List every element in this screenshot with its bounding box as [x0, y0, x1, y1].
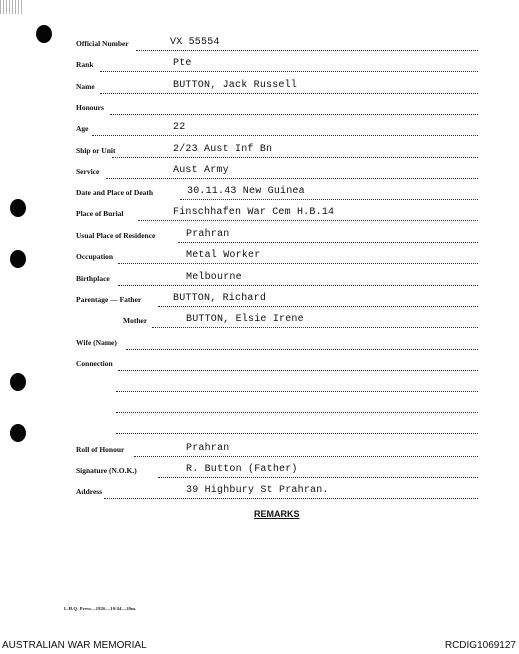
- field-connection: [0, 357, 519, 377]
- field-ship-or-unit: [0, 144, 519, 164]
- field-occupation: [0, 250, 519, 270]
- field-value: 2/23 Aust Inf Bn: [173, 144, 273, 155]
- field-label: Roll of Honour: [76, 445, 125, 454]
- field-value: Prahran: [186, 229, 230, 240]
- field-value: Metal Worker: [186, 250, 261, 261]
- remarks-heading: REMARKS: [254, 509, 300, 519]
- field-honours: [0, 101, 519, 121]
- field-value: VX 55554: [170, 37, 220, 48]
- field-wife: [0, 336, 519, 356]
- field-birthplace: [0, 272, 519, 292]
- field-value: Prahran: [186, 443, 230, 454]
- field-label: Age: [76, 124, 89, 133]
- field-label: Place of Burial: [76, 209, 124, 218]
- field-date-place-of-death: [0, 186, 519, 206]
- field-service: [0, 165, 519, 185]
- field-value: R. Button (Father): [186, 464, 298, 475]
- field-label: Signature (N.O.K.): [76, 466, 137, 475]
- field-label: Parentage — Father: [76, 295, 142, 304]
- field-label: Birthplace: [76, 274, 110, 283]
- field-value: 30.11.43 New Guinea: [187, 186, 305, 197]
- field-value: BUTTON, Richard: [173, 293, 267, 304]
- print-code: L.H.Q. Press—1826—10/44—20m.: [64, 606, 137, 611]
- field-label: Ship or Unit: [76, 146, 116, 155]
- field-name: [0, 80, 519, 100]
- field-label: Name: [76, 82, 95, 91]
- field-label: Date and Place of Death: [76, 188, 154, 197]
- field-label: Service: [76, 167, 100, 176]
- footer-institution: AUSTRALIAN WAR MEMORIAL: [2, 640, 147, 651]
- connection-line: [0, 378, 519, 398]
- field-father: [0, 293, 519, 313]
- field-label: Honours: [76, 103, 104, 112]
- field-label: Address: [76, 487, 103, 496]
- field-label: Wife (Name): [76, 338, 117, 347]
- field-usual-residence: [0, 229, 519, 249]
- field-value: 39 Highbury St Prahran.: [186, 485, 329, 496]
- field-label: Occupation: [76, 252, 114, 261]
- field-value: 22: [173, 122, 186, 133]
- field-value: Finschhafen War Cem H.B.14: [173, 207, 335, 218]
- field-label: Usual Place of Residence: [76, 231, 156, 240]
- field-age: [0, 122, 519, 142]
- field-roll-of-honour: [0, 443, 519, 463]
- footer-record-id: RCDIG1069127: [444, 640, 516, 651]
- field-signature-nok: [0, 464, 519, 484]
- field-address: [0, 485, 519, 505]
- field-official-number: [0, 37, 519, 57]
- field-rank: [0, 58, 519, 78]
- field-value: BUTTON, Jack Russell: [173, 80, 298, 91]
- field-value: Aust Army: [173, 165, 229, 176]
- connection-line: [0, 399, 519, 419]
- field-value: Melbourne: [186, 272, 242, 283]
- field-label: Rank: [76, 60, 94, 69]
- field-label: Connection: [76, 359, 113, 368]
- connection-line: [0, 420, 519, 440]
- scan-edge-artifact: [0, 0, 22, 14]
- field-value: Pte: [173, 58, 192, 69]
- field-mother: [0, 314, 519, 334]
- field-value: BUTTON, Elsie Irene: [186, 314, 304, 325]
- field-label: Mother: [123, 316, 148, 325]
- field-place-of-burial: [0, 207, 519, 227]
- field-label: Official Number: [76, 39, 129, 48]
